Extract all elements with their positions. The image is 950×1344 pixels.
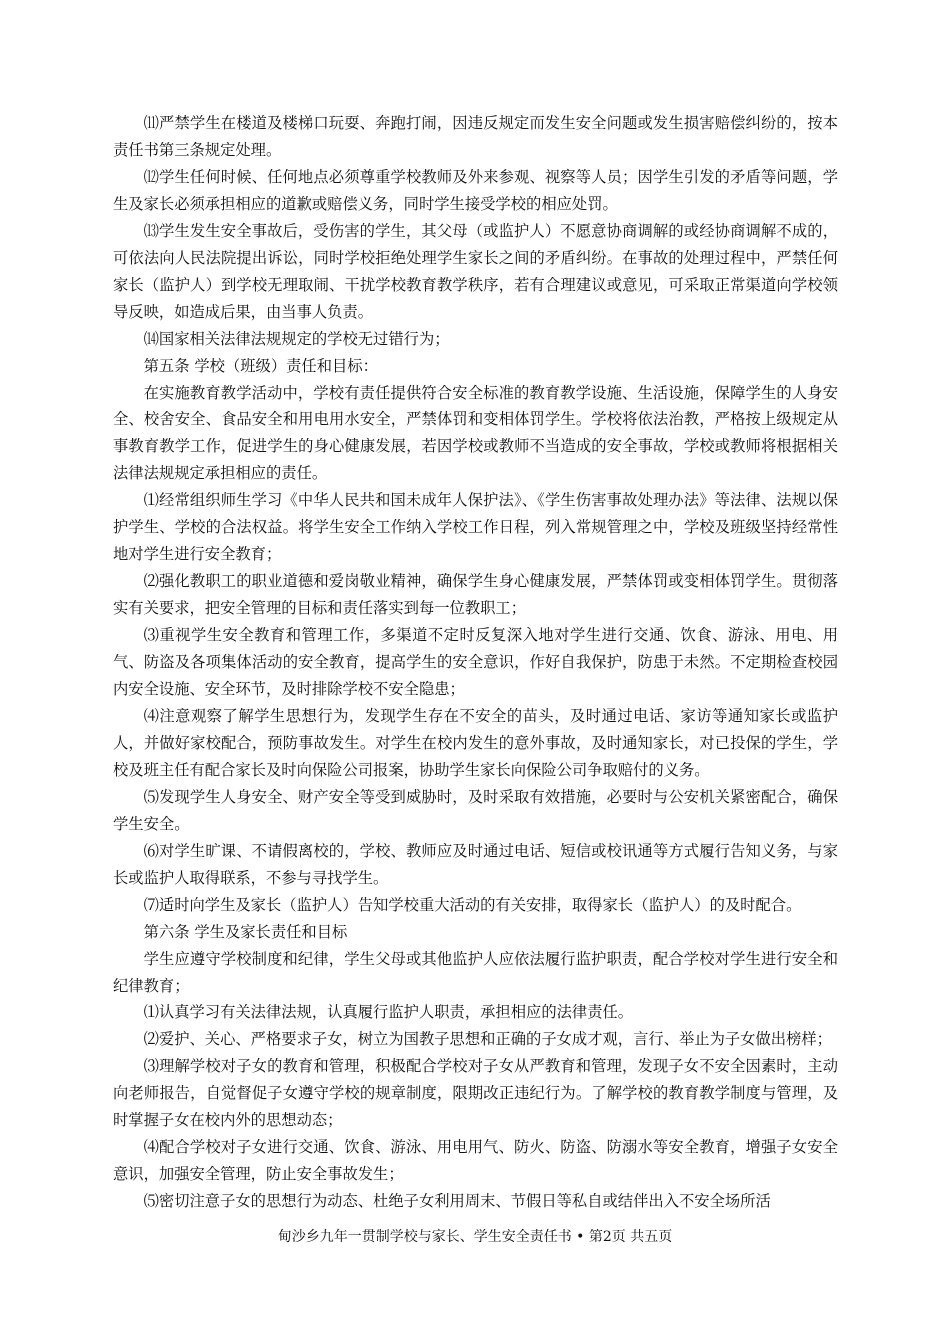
page-footer: 甸沙乡九年一贯制学校与家长、学生安全责任书 • 第2页 共五页 — [277, 1229, 673, 1245]
article-6-intro: 学生应遵守学校制度和纪律，学生父母或其他监护人应依法履行监护职责，配合学校对学生进行安全和纪律教育； — [113, 949, 838, 995]
article-6-item-2: ⑵爱护、关心、严格要求子女，树立为国教子思想和正确的子女成才观，言行、举止为子女做出榜样； — [143, 1030, 832, 1049]
paragraph-13: ⒀学生发生安全事故后，受伤害的学生，其父母（或监护人）不愿意协商调解的或经协商调解不成的，可依法向人民法院提出诉讼，同时学校拒绝处理学生家长之间的矛盾纠纷。在事故的处理过程中，严禁任何家长（监护人）到学校无理取闹、干扰学校教育教学秩序，若有合理建议或意见，可采取正常渠道向学校领导反映，如造成后果，由当事人负责。 — [113, 221, 838, 321]
paragraph-12: ⑿学生任何时候、任何地点必须尊重学校教师及外来参观、视察等人员；因学生引发的矛盾等问题，学生及家长必须承担相应的道歉或赔偿义务，同时学生接受学校的相应处罚。 — [113, 167, 838, 213]
article-5-item-4: ⑷注意观察了解学生思想行为，发现学生存在不安全的苗头，及时通过电话、家访等通知家长或监护人，并做好家校配合，预防事故发生。对学生在校内发生的意外事故，及时通知家长，对已投保的学生，学校及班主任有配合家长及时向保险公司报案，协助学生家长向保险公司争取赔付的义务。 — [113, 706, 838, 779]
article-5-item-1: ⑴经常组织师生学习《中华人民共和国未成年人保护法》、《学生伤害事故处理办法》等法律、法规以保护学生、学校的合法权益。将学生安全工作纳入学校工作日程，列入常规管理之中，学校及班级坚持经常性地对学生进行安全教育； — [113, 491, 838, 564]
article-5-item-7: ⑺适时向学生及家长（监护人）告知学校重大活动的有关安排，取得家长（监护人）的及时配合。 — [143, 895, 802, 914]
article-5-heading: 第五条 学校（班级）责任和目标： — [143, 356, 378, 375]
article-5-intro: 在实施教育教学活动中，学校有责任提供符合安全标准的教育教学设施、生活设施，保障学生的人身安全、校舍安全、食品安全和用电用水安全，严禁体罚和变相体罚学生。学校将依法治教，严格按上级规定从事教育教学工作，促进学生的身心健康发展，若因学校或教师不当造成的安全事故，学校或教师将根据相关法律法规规定承担相应的责任。 — [113, 383, 838, 483]
paragraph-11: ⑾严禁学生在楼道及楼梯口玩耍、奔跑打闹，因违反规定而发生安全问题或发生损害赔偿纠纷的，按本责任书第三条规定处理。 — [113, 114, 838, 159]
article-6-item-3: ⑶理解学校对子女的教育和管理，积极配合学校对子女从严教育和管理，发现子女不安全因素时，主动向老师报告，自觉督促子女遵守学校的规章制度，限期改正违纪行为。了解学校的教育教学制度与管理，及时掌握子女在校内外的思想动态； — [113, 1057, 838, 1130]
article-5-item-2: ⑵强化教职工的职业道德和爱岗敬业精神，确保学生身心健康发展，严禁体罚或变相体罚学生。贯彻落实有关要求，把安全管理的目标和责任落实到每一位教职工； — [113, 572, 838, 618]
article-5-item-3: ⑶重视学生安全教育和管理工作，多渠道不定时反复深入地对学生进行交通、饮食、游泳、用电、用气、防盗及各项集体活动的安全教育，提高学生的安全意识，作好自我保护，防患于未然。不定期检查校园内安全设施、安全环节，及时排除学校不安全隐患； — [113, 626, 838, 699]
document-body — [113, 110, 838, 1215]
paragraph-14: ⒁国家相关法律法规规定的学校无过错行为； — [143, 329, 450, 348]
article-6-item-4: ⑷配合学校对子女进行交通、饮食、游泳、用电用气、防火、防盗、防溺水等安全教育，增强子女安全意识，加强安全管理，防止安全事故发生； — [113, 1138, 838, 1184]
article-6-heading: 第六条 学生及家长责任和目标 — [143, 922, 348, 941]
article-6-item-5: ⑸密切注意子女的思想行为动态、杜绝子女利用周末、节假日等私自或结伴出入不安全场所活 — [143, 1192, 771, 1211]
article-5-item-6: ⑹对学生旷课、不请假离校的，学校、教师应及时通过电话、短信或校讯通等方式履行告知义务，与家长或监护人取得联系，不参与寻找学生。 — [113, 841, 838, 887]
article-5-item-5: ⑸发现学生人身安全、财产安全等受到威胁时，及时采取有效措施，必要时与公安机关紧密配合，确保学生安全。 — [113, 787, 838, 833]
article-6-item-1: ⑴认真学习有关法律法规，认真履行监护人职责，承担相应的法律责任。 — [143, 1003, 634, 1022]
